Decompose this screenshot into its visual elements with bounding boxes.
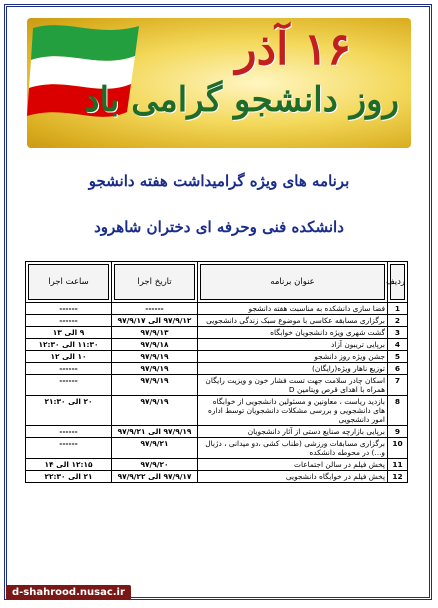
program-date: ۹۷/۹/۱۹ — [112, 396, 198, 426]
program-title: توزیع ناهار ویژه(رایگان) — [198, 363, 388, 375]
page-title: برنامه های ویژه گرامیداشت هفته دانشجو — [88, 172, 350, 190]
program-date: ۹۷/۹/۱۷ الی ۹۷/۹/۲۲ — [112, 471, 198, 483]
table-row — [26, 339, 408, 351]
program-time: ------ — [26, 363, 112, 375]
row-number: 6 — [388, 363, 408, 375]
program-date: ۹۷/۹/۲۰ — [112, 459, 198, 471]
program-date: ۹۷/۹/۱۹ الی ۹۷/۹/۲۱ — [112, 426, 198, 438]
program-date: ۹۷/۹/۲۱ — [112, 438, 198, 459]
table-row — [26, 315, 408, 327]
program-title: اسکان چادر سلامت جهت تست فشار خون و ویزیت رایگان همراه با اهدای قرص ویتامین D — [198, 375, 388, 396]
table-row — [26, 351, 408, 363]
banner-date: ۱۶ آذر — [235, 24, 351, 75]
table-row — [26, 459, 408, 471]
program-time: ۱۱:۳۰ الی ۱۲:۳۰ — [26, 339, 112, 351]
program-title: گشت شهری ویژه دانشجویان خوابگاه — [198, 327, 388, 339]
header-date: تاریخ اجرا — [112, 262, 198, 303]
header-time: ساعت اجرا — [26, 262, 112, 303]
row-number: 5 — [388, 351, 408, 363]
table-row — [26, 396, 408, 426]
program-table — [25, 261, 408, 483]
program-time: ۹ الی ۱۳ — [26, 327, 112, 339]
program-time: ------ — [26, 375, 112, 396]
program-time: ۱۲:۱۵ الی ۱۴ — [26, 459, 112, 471]
banner-caption: روز دانشجو گرامی باد — [84, 80, 399, 120]
header-row-number: ردیف — [388, 262, 408, 303]
table-row — [26, 327, 408, 339]
table-row — [26, 303, 408, 315]
row-number: 10 — [388, 438, 408, 459]
program-time: ۱۰ الی ۱۲ — [26, 351, 112, 363]
program-title: برگزاری مسابقات ورزشی (طناب کشی ،دو میدانی ، دژبال و...) در محوطه دانشکده — [198, 438, 388, 459]
site-watermark: d-shahrood.nusac.ir — [6, 585, 131, 600]
program-title: جشن ویژه روز دانشجو — [198, 351, 388, 363]
table-row — [26, 363, 408, 375]
table-row — [26, 375, 408, 396]
row-number: 9 — [388, 426, 408, 438]
table-header-row — [26, 262, 408, 303]
program-title: بازدید ریاست ، معاونین و مسئولین دانشجویی از خوابگاه های دانشجویی و بررسی مشکلات دانشجویان توسط اداره امور دانشجویی — [198, 396, 388, 426]
row-number: 8 — [388, 396, 408, 426]
program-title: فضا سازی دانشکده به مناسبت هفته دانشجو — [198, 303, 388, 315]
program-time: ------ — [26, 303, 112, 315]
program-title: پخش فیلم در سالن اجتماعات — [198, 459, 388, 471]
table-row — [26, 471, 408, 483]
row-number: 2 — [388, 315, 408, 327]
row-number: 4 — [388, 339, 408, 351]
page-subtitle: دانشکده فنی وحرفه ای دختران شاهرود — [94, 218, 344, 236]
program-date: ۹۷/۹/۱۳ — [112, 327, 198, 339]
program-date: ۹۷/۹/۱۲ الی ۹۷/۹/۱۷ — [112, 315, 198, 327]
banner-image — [27, 18, 411, 148]
program-date: ۹۷/۹/۱۹ — [112, 363, 198, 375]
row-number: 1 — [388, 303, 408, 315]
table-row — [26, 438, 408, 459]
row-number: 7 — [388, 375, 408, 396]
program-date: ۹۷/۹/۱۸ — [112, 339, 198, 351]
program-date: ۹۷/۹/۱۹ — [112, 351, 198, 363]
program-title: برپایی بازارچه صنایع دستی از آثار دانشجویان — [198, 426, 388, 438]
row-number: 12 — [388, 471, 408, 483]
table-row — [26, 426, 408, 438]
program-title: برگزاری مسابقه عکاسی با موضوع سبک زندگی دانشجویی — [198, 315, 388, 327]
row-number: 11 — [388, 459, 408, 471]
row-number: 3 — [388, 327, 408, 339]
program-time: ------ — [26, 426, 112, 438]
program-time: ------ — [26, 438, 112, 459]
program-time: ۲۱ الی ۲۲:۳۰ — [26, 471, 112, 483]
program-time: ------ — [26, 315, 112, 327]
header-title: عنوان برنامه — [198, 262, 388, 303]
program-time: ۲۰ الی ۲۱:۳۰ — [26, 396, 112, 426]
program-title: پخش فیلم در خوابگاه دانشجویی — [198, 471, 388, 483]
program-date: ۹۷/۹/۱۹ — [112, 375, 198, 396]
program-date: ------ — [112, 303, 198, 315]
program-title: برپایی تریبون آزاد — [198, 339, 388, 351]
